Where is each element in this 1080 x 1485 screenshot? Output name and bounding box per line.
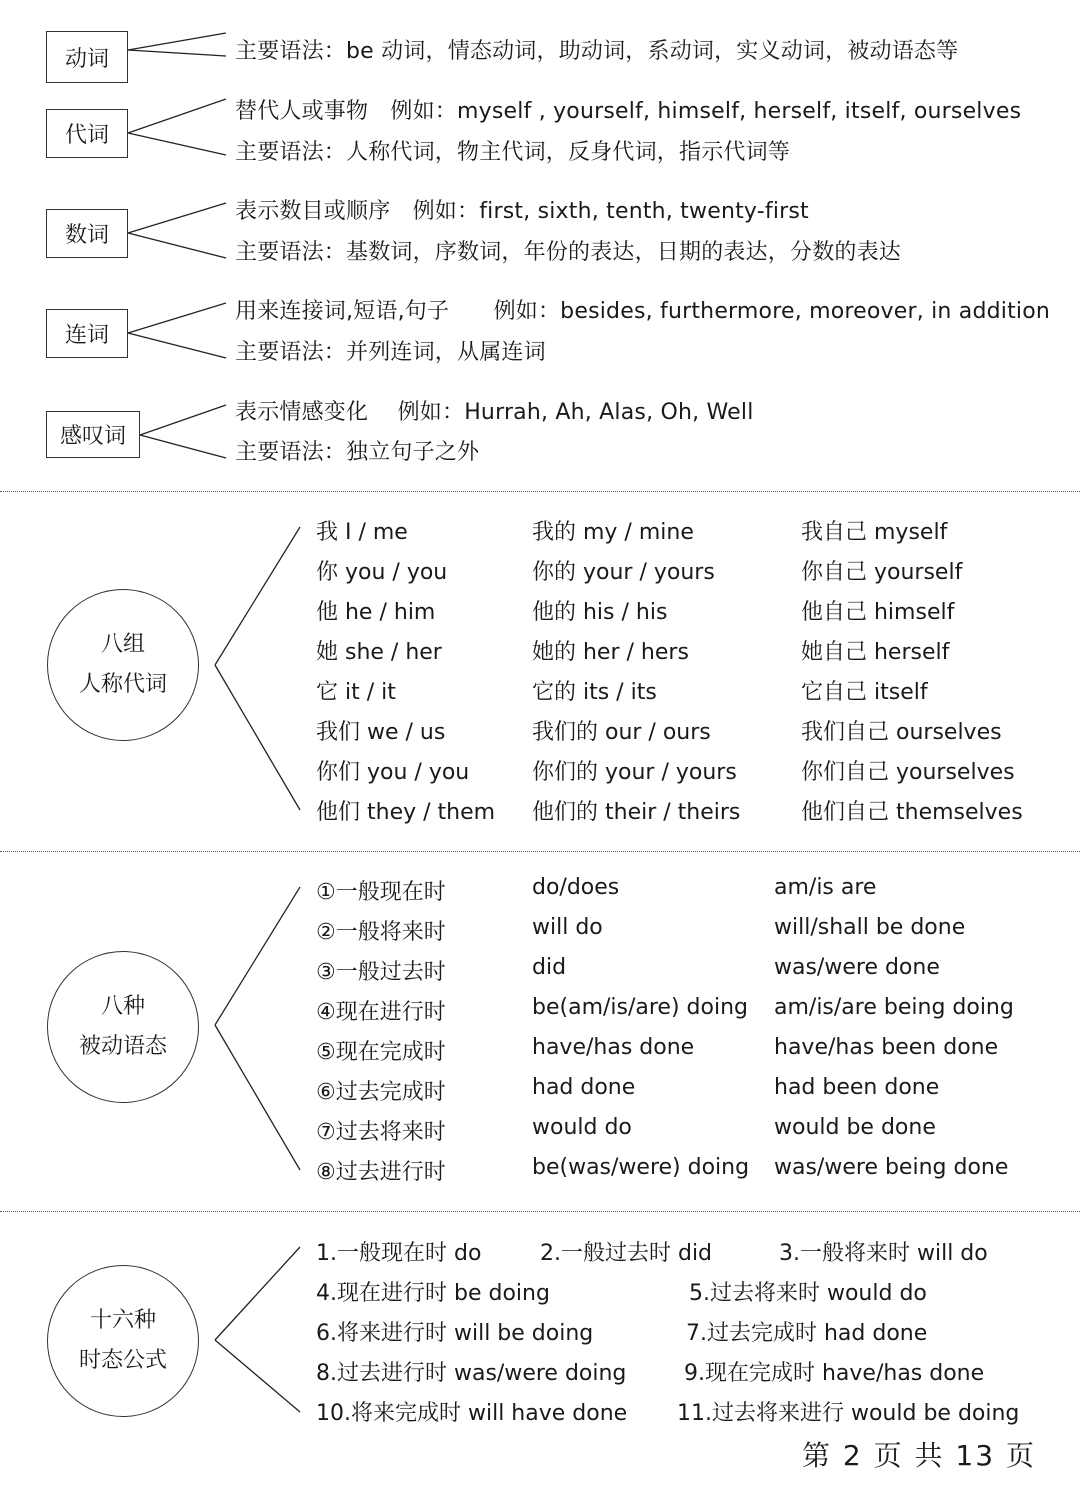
pos-label-interjection: 感叹词 [46,411,140,458]
pronoun-cell: 她自己 herself [801,640,950,665]
pronoun-cell: 他 he / him [316,600,436,625]
connector-passive-bottom [215,1025,300,1170]
passive-cell: ④现在进行时 [316,1000,446,1025]
passive-cell: ①一般现在时 [316,880,446,905]
connector-numeral-top [128,203,226,233]
pronoun-cell: 你自己 yourself [801,560,963,585]
pronoun-cell: 她 she / her [316,640,442,665]
passive-cell: will do [532,915,603,940]
pos-pronoun-line-2: 主要语法：人称代词，物主代词，反身代词，指示代词等 [235,140,791,165]
pronouns-title-2: 人称代词 [78,672,167,697]
passive-cell: ⑧过去进行时 [316,1160,446,1185]
connector-verb-bottom [128,50,226,56]
passive-circle [47,951,199,1103]
passive-cell: was/were done [774,955,940,980]
tenses-title-2: 时态公式 [78,1348,167,1373]
pronoun-cell: 你 you / you [316,560,448,585]
tense-cell: 4.现在进行时 be doing [316,1281,550,1306]
pos-pronoun-line-1: 替代人或事物 例如：myself , yourself, himself, herself, itself, ourselves [235,99,1022,124]
connector-numeral-bottom [128,233,226,258]
page-number: 第 2 页 共 13 页 [802,1439,1036,1472]
pronoun-cell: 他的 his / his [532,600,668,625]
pos-numeral-line-2: 主要语法：基数词，序数词，年份的表达，日期的表达，分数的表达 [235,240,902,265]
connector-tenses-top [215,1247,300,1340]
tenses-title-1: 十六种 [89,1308,156,1333]
passive-cell: ⑦过去将来时 [316,1120,446,1145]
passive-cell: will/shall be done [774,915,966,940]
pronoun-cell: 他们 they / them [316,800,496,825]
pronoun-cell: 你们自己 yourselves [801,760,1015,785]
connector-conj-top [128,303,226,333]
pronoun-cell: 它 it / it [316,680,396,705]
passive-cell: ⑥过去完成时 [316,1080,446,1105]
passive-cell: be(was/were) doing [532,1155,750,1180]
passive-cell: ②一般将来时 [316,920,446,945]
passive-cell: was/were being done [774,1155,1009,1180]
pos-label-conjunction: 连词 [46,309,128,358]
tense-cell: 3.一般将来时 will do [779,1241,988,1266]
pronoun-cell: 我们自己 ourselves [801,720,1002,745]
connector-tenses-bottom [215,1340,300,1412]
pos-interj-line-2: 主要语法：独立句子之外 [235,440,480,465]
pos-interj-line-1: 表示情感变化 例如：Hurrah, Ah, Alas, Oh, Well [235,400,754,425]
passive-title-2: 被动语态 [78,1034,167,1059]
pronoun-cell: 他们的 their / theirs [532,800,741,825]
tense-cell: 8.过去进行时 was/were doing [316,1361,627,1386]
pronoun-cell: 他自己 himself [801,600,955,625]
connector-pronoun-top [128,99,226,133]
tense-cell: 5.过去将来时 would do [689,1281,927,1306]
section-divider [0,851,1080,852]
pronoun-cell: 我们 we / us [316,720,446,745]
tenses-circle [47,1265,199,1417]
passive-cell: would do [532,1115,632,1140]
pronoun-cell: 你们的 your / yours [532,760,737,785]
passive-cell: did [532,955,567,980]
passive-cell: be(am/is/are) doing [532,995,748,1020]
passive-cell: do/does [532,875,620,900]
connector-pronouns-bottom [215,665,300,810]
pronoun-cell: 她的 her / hers [532,640,689,665]
passive-cell: am/is are [774,875,877,900]
passive-cell: would be done [774,1115,936,1140]
passive-cell: am/is/are being doing [774,995,1014,1020]
connector-pronouns-top [215,527,300,665]
pronouns-title-1: 八组 [100,632,145,657]
pos-conj-line-2: 主要语法：并列连词，从属连词 [235,340,546,365]
tense-cell: 9.现在完成时 have/has done [684,1361,985,1386]
pos-label-verb: 动词 [46,31,128,83]
pos-label-pronoun: 代词 [46,109,128,158]
passive-title-1: 八种 [100,994,145,1019]
tense-cell: 2.一般过去时 did [540,1241,713,1266]
section-divider [0,491,1080,492]
tense-cell: 7.过去完成时 had done [686,1321,928,1346]
tense-cell: 10.将来完成时 will have done [316,1401,628,1426]
pronoun-cell: 我们的 our / ours [532,720,711,745]
pronoun-cell: 它自己 itself [801,680,928,705]
pronoun-cell: 你们 you / you [316,760,470,785]
section-divider [0,1211,1080,1212]
tense-cell: 6.将来进行时 will be doing [316,1321,594,1346]
pronoun-cell: 你的 your / yours [532,560,715,585]
connector-pronoun-bottom [128,133,226,155]
passive-cell: ⑤现在完成时 [316,1040,446,1065]
connector-interj-bottom [140,435,226,458]
tense-cell: 1.一般现在时 do [316,1241,482,1266]
pronoun-cell: 我自己 myself [801,520,948,545]
connector-verb-top [128,33,226,50]
pos-verb-line-1: 主要语法：be 动词，情态动词，助动词，系动词，实义动词，被动语态等 [235,39,959,64]
connector-passive-top [215,887,300,1025]
pronoun-cell: 他们自己 themselves [801,800,1023,825]
pos-numeral-line-1: 表示数目或顺序 例如：first, sixth, tenth, twenty-first [235,199,809,224]
pos-conj-line-1: 用来连接词,短语,句子 例如：besides, furthermore, moreover, in addition [235,299,1051,324]
pronouns-circle [47,589,199,741]
pronoun-cell: 它的 its / its [532,680,657,705]
tense-cell: 11.过去将来进行 would be doing [677,1401,1020,1426]
passive-cell: had done [532,1075,636,1100]
passive-cell: had been done [774,1075,940,1100]
connector-conj-bottom [128,333,226,358]
pronoun-cell: 我 I / me [316,520,408,545]
passive-cell: ③一般过去时 [316,960,446,985]
pronoun-cell: 我的 my / mine [532,520,694,545]
passive-cell: have/has been done [774,1035,999,1060]
connector-interj-top [140,405,226,435]
passive-cell: have/has done [532,1035,695,1060]
pos-label-numeral: 数词 [46,209,128,258]
